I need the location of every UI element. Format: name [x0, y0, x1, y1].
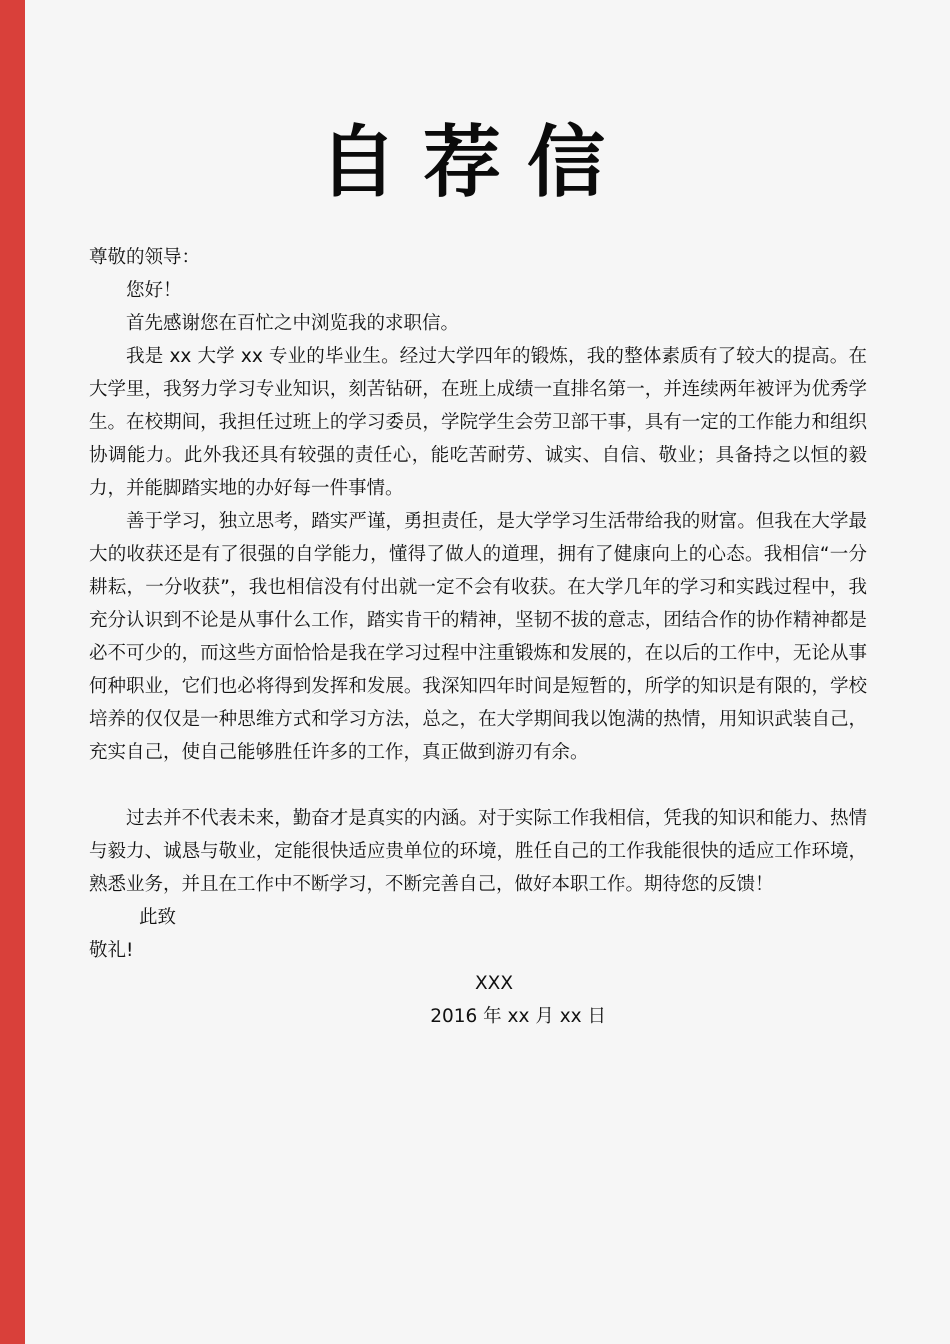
greeting: 您好！	[126, 280, 182, 301]
letter-body	[89, 241, 867, 1033]
paragraph-thanks: 首先感谢您在百忙之中浏览我的求职信。	[126, 313, 460, 334]
letter-title: 自荐信	[318, 117, 631, 208]
signature: XXX	[474, 973, 513, 994]
paragraph-strengths: 善于学习，独立思考，踏实严谨，勇担责任，是大学学习生活带给我的财富。但我在大学最大的收获还是有了很强的自学能力，懂得了做人的道理，拥有了健康向上的心态。我相信“一分耕耘，一分收获”，我也相信没有付出就一定不会有收获。在大学几年的学习和实践过程中，我充分认识到不论是从事什么工作，踏实肯干的精神，坚韧不拔的意志，团结合作的协作精神都是必不可少的，而这些方面恰恰是我在学习过程中注重锻炼和发展的，在以后的工作中，无论从事何种职业，它们也必将得到发挥和发展。我深知四年时间是短暂的，所学的知识是有限的，学校培养的仅仅是一种思维方式和学习方法，总之，在大学期间我以饱满的热情，用知识武装自己，充实自己，使自己能够胜任许多的工作，真正做到游刃有余。	[89, 511, 867, 763]
letter-date: 2016 年 xx 月 xx 日	[430, 1006, 606, 1027]
blank-line	[89, 769, 867, 802]
salutation: 尊敬的领导：	[89, 247, 201, 268]
closing-jingli: 敬礼!	[89, 940, 134, 961]
paragraph-commitment: 过去并不代表未来，勤奋才是真实的内涵。对于实际工作我相信，凭我的知识和能力、热情与毅力、诚恳与敬业，定能很快适应贵单位的环境，胜任自己的工作我能很快的适应工作环境，熟悉业务，并且在工作中不断学习，不断完善自己，做好本职工作。期待您的反馈！	[89, 808, 867, 895]
paragraph-background: 我是 xx 大学 xx 专业的毕业生。经过大学四年的锻炼，我的整体素质有了较大的提高。在大学里，我努力学习专业知识，刻苦钻研，在班上成绩一直排名第一，并连续两年被评为优秀学生。在校期间，我担任过班上的学习委员，学院学生会劳卫部干事，具有一定的工作能力和组织协调能力。此外我还具有较强的责任心，能吃苦耐劳、诚实、自信、敬业；具备持之以恒的毅力，并能脚踏实地的办好每一件事情。	[89, 346, 867, 499]
closing-cizhi: 此致	[139, 907, 177, 928]
